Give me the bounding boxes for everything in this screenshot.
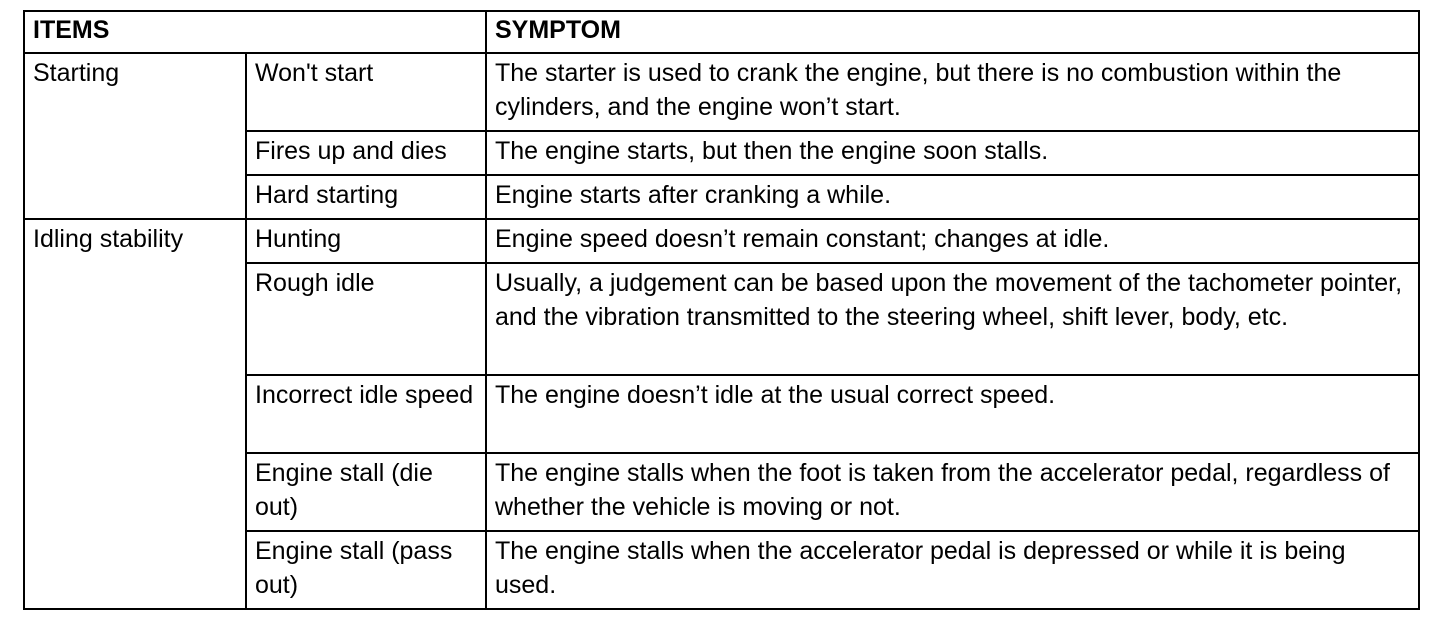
item-cell: Incorrect idle speed [246,375,486,453]
items-header: ITEMS [24,11,486,53]
symptom-cell: The starter is used to crank the engine, but there is no combustion within the cylinders, and the engine won’t start. [486,53,1419,131]
item-cell: Rough idle [246,263,486,375]
symptom-cell: Engine starts after cranking a while. [486,175,1419,219]
item-cell: Engine stall (pass out) [246,531,486,609]
item-cell: Hunting [246,219,486,263]
item-cell: Won't start [246,53,486,131]
table-row [24,219,1419,263]
group-label-starting: Starting [24,53,246,219]
table-row [24,53,1419,131]
symptom-cell: Usually, a judgement can be based upon the movement of the tachometer pointer, and the vibration transmitted to the steering wheel, shift lever, body, etc. [486,263,1419,375]
symptom-cell: The engine stalls when the accelerator pedal is depressed or while it is being used. [486,531,1419,609]
item-cell: Hard starting [246,175,486,219]
symptom-cell: Engine speed doesn’t remain constant; changes at idle. [486,219,1419,263]
group-label-idling-stability: Idling stability [24,219,246,609]
symptom-header: SYMPTOM [486,11,1419,53]
item-cell: Engine stall (die out) [246,453,486,531]
symptom-table [23,10,1420,610]
item-cell: Fires up and dies [246,131,486,175]
header-row [24,11,1419,53]
symptom-cell: The engine stalls when the foot is taken from the accelerator pedal, regardless of whether the vehicle is moving or not. [486,453,1419,531]
symptom-cell: The engine starts, but then the engine soon stalls. [486,131,1419,175]
symptom-cell: The engine doesn’t idle at the usual correct speed. [486,375,1419,453]
